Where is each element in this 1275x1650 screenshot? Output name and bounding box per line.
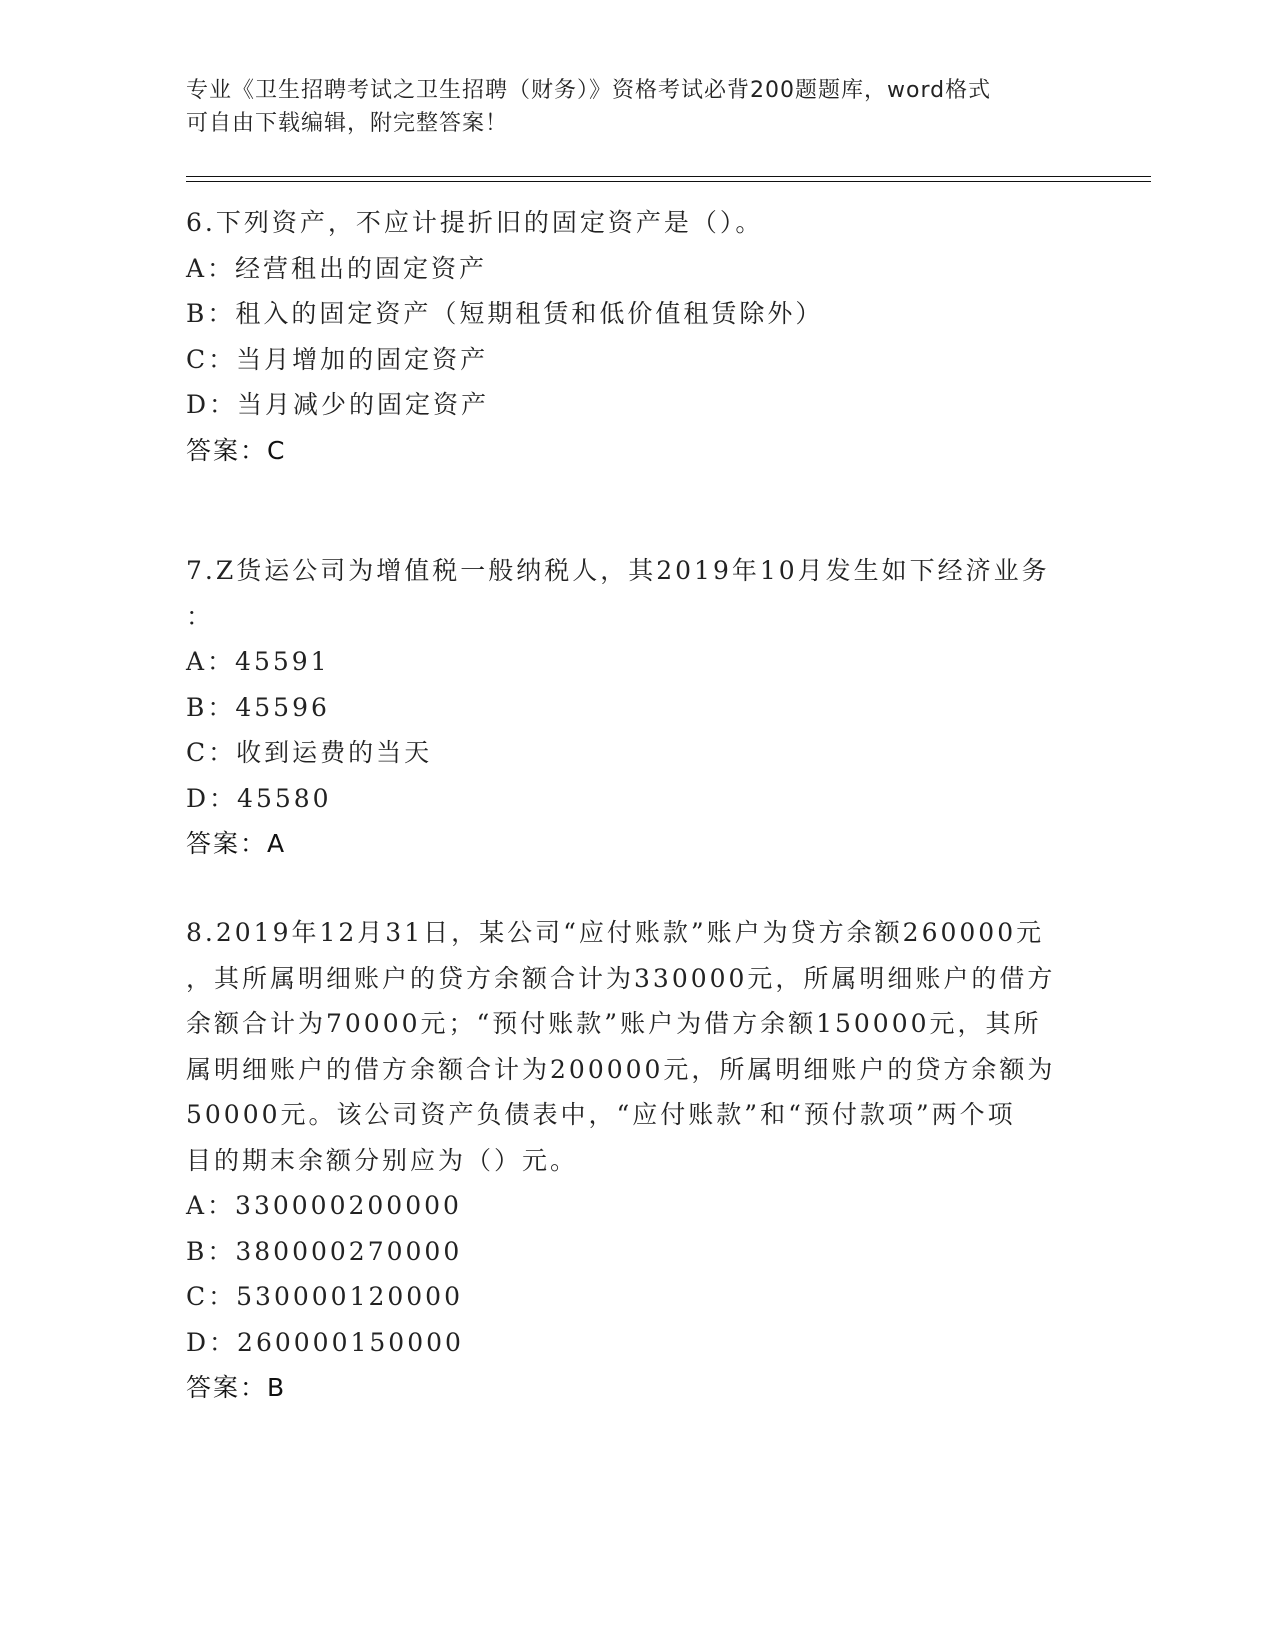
option-a: A：经营租出的固定资产 (186, 253, 488, 283)
header-line-1: 专业《卫生招聘考试之卫生招聘（财务）》资格考试必背200题题库，word格式 (186, 78, 992, 103)
option-b: B：380000270000 (186, 1236, 463, 1266)
option-c: C：530000120000 (186, 1282, 463, 1311)
answer-text: 答案：A (186, 829, 287, 858)
question-stem-continued: 50000元。该公司资产负债表中，“应付账款”和“预付款项”两个项 (186, 1100, 1016, 1129)
question-7 (186, 548, 1086, 867)
question-8 (186, 910, 1086, 1411)
question-stem-continued: ，其所属明细账户的贷方余额合计为330000元，所属明细账户的借方 (186, 963, 1056, 993)
option-d: D：260000150000 (186, 1327, 464, 1357)
option-b: B：45596 (186, 692, 330, 722)
question-stem: 8.2019年12月31日，某公司“应付账款”账户为贷方余额260000元 (186, 918, 1045, 947)
answer-text: 答案：B (186, 1373, 287, 1402)
option-b: B：租入的固定资产（短期租赁和低价值租赁除外） (186, 299, 824, 328)
option-a: A：330000200000 (186, 1191, 462, 1220)
header-line-2: 可自由下载编辑，附完整答案！ (186, 111, 509, 136)
question-stem-continued: 余额合计为70000元；“预付账款”账户为借方余额150000元，其所 (186, 1009, 1042, 1038)
header-divider (186, 176, 1151, 182)
document-header (186, 74, 1086, 140)
option-d: D：45580 (186, 783, 332, 813)
question-stem-continued: 目的期末余额分别应为（）元。 (186, 1145, 579, 1175)
option-d: D：当月减少的固定资产 (186, 390, 490, 419)
question-stem-continued: ： (186, 601, 215, 631)
option-a: A：45591 (186, 647, 330, 676)
question-stem-continued: 属明细账户的借方余额合计为200000元，所属明细账户的贷方余额为 (186, 1054, 1056, 1084)
option-c: C：收到运费的当天 (186, 738, 433, 767)
answer-text: 答案：C (186, 435, 287, 465)
option-c: C：当月增加的固定资产 (186, 344, 489, 374)
question-6 (186, 200, 1086, 473)
question-stem: 7.Z货运公司为增值税一般纳税人，其2019年10月发生如下经济业务 (186, 556, 1050, 585)
question-stem: 6.下列资产，不应计提折旧的固定资产是（）。 (186, 208, 764, 237)
